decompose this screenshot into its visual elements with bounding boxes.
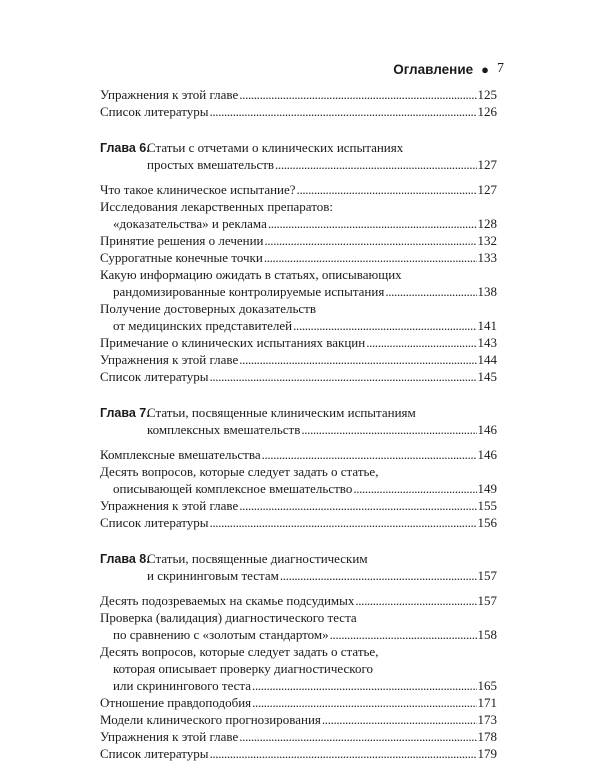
page-number: 127 (477, 182, 497, 197)
toc-entry (100, 497, 497, 514)
dot-leader (353, 480, 476, 497)
page-number: 155 (477, 498, 497, 513)
page-number: 141 (477, 318, 497, 333)
dot-leader (301, 421, 476, 438)
table-of-contents (100, 86, 497, 762)
chapter-title-text: Статьи, посвященные диагностическим (147, 551, 368, 566)
page-number: 149 (477, 481, 497, 496)
toc-entry (100, 232, 497, 249)
dot-leader (297, 181, 477, 198)
entry-title-text: от медицинских представителей (113, 318, 293, 333)
toc-entry-continuation (100, 677, 497, 694)
toc-entry (100, 103, 497, 120)
toc-entry (100, 643, 497, 660)
entry-title-text: Отношение правдоподобия (100, 695, 252, 710)
page-number: 165 (477, 678, 497, 693)
entry-title-text: Список литературы (100, 746, 209, 761)
dot-leader (210, 514, 477, 531)
toc-entry-continuation (100, 660, 497, 677)
entry-title-text: Получение достоверных доказательств (100, 301, 316, 316)
entry-title-text: Принятие решения о лечении (100, 233, 264, 248)
chapter-label: Глава 7. (100, 406, 150, 420)
entry-title-text: Десять подозреваемых на скамье подсудимых (100, 593, 355, 608)
page-number: 179 (477, 746, 497, 761)
entry-title-text: Упражнения к этой главе (100, 87, 239, 102)
entry-title-text: Список литературы (100, 515, 209, 530)
dot-leader (210, 368, 477, 385)
page-number: 157 (477, 568, 497, 583)
toc-entry (100, 592, 497, 609)
toc-entry (100, 198, 497, 215)
entry-title-text: Десять вопросов, которые следует задать о статье, (100, 464, 379, 479)
chapter-title-text: простых вмешательств (147, 157, 275, 172)
toc-entry (100, 181, 497, 198)
toc-entry (100, 711, 497, 728)
chapter-spacer (100, 584, 497, 592)
toc-entry (100, 609, 497, 626)
page-number: 158 (477, 627, 497, 642)
dot-leader (239, 728, 476, 745)
page-number: 173 (477, 712, 497, 727)
toc-entry (100, 249, 497, 266)
toc-entry-continuation (100, 317, 497, 334)
toc-entry (100, 745, 497, 762)
chapter-label: Глава 6. (100, 141, 150, 155)
dot-leader (265, 232, 477, 249)
toc-entry (100, 463, 497, 480)
chapter-title-text: Статьи, посвященные клиническим испытаниям (147, 405, 416, 420)
dot-leader (239, 351, 476, 368)
dot-leader (262, 446, 477, 463)
toc-entry (100, 266, 497, 283)
page-number: 144 (477, 352, 497, 367)
chapter-title-text: и скрининговым тестам (147, 568, 279, 583)
toc-entry (100, 368, 497, 385)
chapter-label: Глава 8. (100, 552, 150, 566)
dot-leader (330, 626, 477, 643)
entry-title-text: «доказательства» и реклама (113, 216, 267, 231)
page-number: 156 (477, 515, 497, 530)
entry-title-text: Упражнения к этой главе (100, 498, 239, 513)
toc-entry (100, 351, 497, 368)
page-number: 125 (477, 87, 497, 102)
entry-title-text: описывающей комплексное вмешательство (113, 481, 353, 496)
entry-title-text: Модели клинического прогнозирования (100, 712, 321, 727)
dot-leader (385, 283, 476, 300)
dot-leader (264, 249, 477, 266)
dot-leader (252, 677, 476, 694)
chapter-title-text: Статьи с отчетами о клинических испытаниях (147, 140, 404, 155)
dot-leader (210, 103, 477, 120)
toc-entry (100, 86, 497, 103)
page-number: 143 (477, 335, 497, 350)
toc-entry (100, 514, 497, 531)
dot-leader (355, 592, 476, 609)
entry-title-text: Примечание о клинических испытаниях вакцин (100, 335, 366, 350)
dot-leader (252, 694, 476, 711)
bullet-icon: ● (481, 61, 489, 77)
dot-leader (293, 317, 476, 334)
running-header (393, 61, 504, 77)
entry-title-text: Список литературы (100, 369, 209, 384)
toc-entry (100, 334, 497, 351)
header-page-number: 7 (497, 61, 504, 76)
toc-chapter-line (100, 421, 497, 438)
page-number: 127 (477, 157, 497, 172)
entry-title-text: которая описывает проверку диагностического (113, 661, 373, 676)
page-number: 138 (477, 284, 497, 299)
toc-chapter-heading (100, 139, 497, 156)
toc-entry (100, 446, 497, 463)
entry-title-text: Что такое клиническое испытание? (100, 182, 296, 197)
dot-leader (268, 215, 477, 232)
entry-title-text: или скринингового теста (113, 678, 252, 693)
chapter-spacer (100, 438, 497, 446)
page-number: 126 (477, 104, 497, 119)
header-title: Оглавление (393, 61, 474, 77)
entry-title-text: Упражнения к этой главе (100, 352, 239, 367)
entry-title-text: по сравнению с «золотым стандартом» (113, 627, 329, 642)
toc-chapter-line (100, 567, 497, 584)
page-number: 157 (477, 593, 497, 608)
toc-chapter-heading (100, 404, 497, 421)
page-number: 178 (477, 729, 497, 744)
toc-entry (100, 694, 497, 711)
toc-entry-continuation (100, 283, 497, 300)
dot-leader (322, 711, 477, 728)
entry-title-text: Какую информацию ожидать в статьях, описывающих (100, 267, 402, 282)
toc-entry-continuation (100, 480, 497, 497)
dot-leader (366, 334, 476, 351)
page-number: 146 (477, 422, 497, 437)
entry-title-text: рандомизированные контролируемые испытания (113, 284, 385, 299)
entry-title-text: Проверка (валидация) диагностического теста (100, 610, 357, 625)
toc-entry (100, 728, 497, 745)
entry-title-text: Десять вопросов, которые следует задать о статье, (100, 644, 379, 659)
toc-chapter-heading (100, 550, 497, 567)
page-number: 171 (477, 695, 497, 710)
entry-title-text: Исследования лекарственных препаратов: (100, 199, 333, 214)
dot-leader (210, 745, 477, 762)
entry-title-text: Суррогатные конечные точки (100, 250, 263, 265)
chapter-spacer (100, 173, 497, 181)
toc-entry-continuation (100, 626, 497, 643)
dot-leader (280, 567, 477, 584)
dot-leader (239, 86, 476, 103)
toc-entry (100, 300, 497, 317)
page-number: 133 (477, 250, 497, 265)
chapter-title-text: комплексных вмешательств (147, 422, 301, 437)
toc-entry-continuation (100, 215, 497, 232)
page-number: 128 (477, 216, 497, 231)
page-number: 145 (477, 369, 497, 384)
entry-title-text: Список литературы (100, 104, 209, 119)
toc-chapter-line (100, 156, 497, 173)
entry-title-text: Упражнения к этой главе (100, 729, 239, 744)
dot-leader (239, 497, 476, 514)
page-number: 132 (477, 233, 497, 248)
dot-leader (275, 156, 476, 173)
page-number: 146 (477, 447, 497, 462)
entry-title-text: Комплексные вмешательства (100, 447, 261, 462)
